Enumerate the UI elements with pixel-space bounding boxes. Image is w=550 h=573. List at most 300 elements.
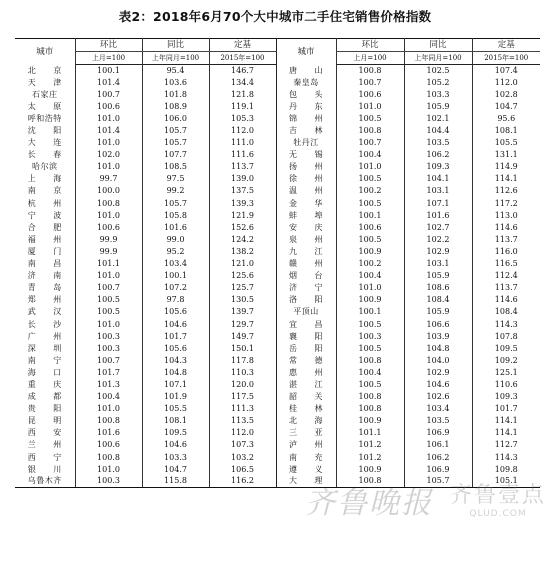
city-cell: 洛 阳 [276,294,336,306]
city-cell: 襄 阳 [276,331,336,343]
mom-cell: 100.5 [336,113,404,125]
yoy-cell: 103.1 [404,258,472,270]
mom-cell: 101.1 [336,427,404,439]
base-cell: 139.7 [209,306,276,318]
table-row [15,173,540,185]
base-cell: 111.3 [209,403,276,415]
yoy-cell: 107.7 [142,149,209,161]
yoy-cell: 104.3 [142,355,209,367]
yoy-cell: 99.2 [142,185,209,197]
table-row [15,210,540,222]
yoy-cell: 105.7 [142,137,209,149]
table-row [15,306,540,318]
mom-cell: 100.7 [336,77,404,89]
yoy-cell: 99.0 [142,234,209,246]
mom-cell: 100.5 [75,306,142,318]
city-cell: 南 京 [27,186,62,196]
city-cell: 乌鲁木齐 [15,476,75,488]
base-cell: 114.1 [472,415,540,427]
city-cell: 唐 山 [276,65,336,77]
mom-cell: 100.5 [336,343,404,355]
table-row [15,137,540,149]
table-row [15,452,540,464]
mom-cell: 101.0 [75,210,142,222]
yoy-cell: 102.5 [404,65,472,77]
mom-header: 环比 [75,39,142,52]
header-row [15,39,540,52]
yoy-cell: 105.7 [142,198,209,210]
yoy-cell: 105.7 [404,476,472,488]
base-cell: 112.0 [209,125,276,137]
base-cell: 103.2 [209,452,276,464]
table-row [15,125,540,137]
mom-cell: 100.8 [75,415,142,427]
yoy-cell: 102.9 [404,367,472,379]
city-cell: 西 宁 [27,452,62,462]
base-cell: 129.7 [209,318,276,330]
city-cell: 惠 州 [276,367,336,379]
base-cell: 102.8 [472,89,540,101]
yoy-cell: 101.8 [142,89,209,101]
city-cell: 成 都 [27,392,62,402]
base-cell: 116.5 [472,258,540,270]
base-cell: 113.7 [472,234,540,246]
table-row [15,222,540,234]
city-cell: 北 京 [27,65,62,75]
city-cell: 宜 昌 [276,318,336,330]
mom-cell: 100.8 [336,476,404,488]
city-cell: 扬 州 [276,161,336,173]
mom-cell: 100.8 [336,403,404,415]
table-row [15,367,540,379]
city-cell: 韶 关 [276,391,336,403]
yoy-cell: 106.6 [404,318,472,330]
mom-cell: 100.5 [336,379,404,391]
mom-cell: 101.7 [75,367,142,379]
yoy-cell: 106.2 [404,149,472,161]
city-cell: 长 沙 [27,319,62,329]
table-row [15,89,540,101]
base-cell: 112.6 [472,185,540,197]
yoy-cell: 106.1 [404,439,472,451]
yoy-cell: 105.7 [142,125,209,137]
base-cell: 114.3 [472,318,540,330]
yoy-cell: 102.6 [404,391,472,403]
city-cell: 泉 州 [276,234,336,246]
base-cell: 109.3 [472,391,540,403]
base-cell: 124.2 [209,234,276,246]
mom-cell: 100.4 [336,367,404,379]
base-cell: 104.7 [472,101,540,113]
city-cell: 九 江 [276,246,336,258]
table-row [15,77,540,89]
base-cell: 116.0 [472,246,540,258]
table-row [15,331,540,343]
base-cell: 95.6 [472,113,540,125]
yoy-cell: 108.4 [404,294,472,306]
base-cell: 152.6 [209,222,276,234]
yoy-cell: 108.5 [142,161,209,173]
city-cell: 杭 州 [27,198,62,208]
base-cell: 110.6 [472,379,540,391]
base-cell: 112.0 [472,77,540,89]
city-cell: 赣 州 [276,258,336,270]
mom-cell: 100.6 [336,222,404,234]
base-cell: 105.3 [209,113,276,125]
base-cell: 130.5 [209,294,276,306]
city-cell: 石家庄 [32,89,58,99]
mom-cell: 101.2 [336,452,404,464]
table-row [15,161,540,173]
yoy-cell: 108.9 [142,101,209,113]
city-cell: 济 宁 [276,282,336,294]
city-cell: 无 锡 [276,149,336,161]
yoy-cell: 97.8 [142,294,209,306]
yoy-cell: 106.9 [404,427,472,439]
yoy-cell: 105.5 [142,403,209,415]
city-cell: 秦皇岛 [276,77,336,89]
base-cell: 119.1 [209,101,276,113]
mom-cell: 100.5 [336,234,404,246]
table-row [15,343,540,355]
yoy-cell: 109.5 [142,427,209,439]
base-cell: 112.4 [472,270,540,282]
mom-cell: 101.4 [75,125,142,137]
mom-cell: 101.0 [336,282,404,294]
base-cell: 113.0 [472,210,540,222]
base-subheader: 2015年=100 [472,52,540,65]
yoy-cell: 103.4 [142,258,209,270]
table-row [15,65,540,77]
yoy-cell: 104.8 [142,367,209,379]
city-cell: 南 宁 [27,355,62,365]
city-cell: 深 圳 [27,343,62,353]
yoy-cell: 104.8 [404,343,472,355]
yoy-cell: 107.1 [142,379,209,391]
city-header: 城市 [36,46,54,57]
yoy-subheader: 上年同月=100 [404,52,472,65]
base-cell: 112.7 [472,439,540,451]
table-row [15,234,540,246]
base-cell: 120.0 [209,379,276,391]
yoy-cell: 105.2 [404,77,472,89]
city-cell: 温 州 [276,185,336,197]
mom-cell: 102.0 [75,149,142,161]
mom-cell: 100.9 [336,415,404,427]
base-cell: 111.6 [209,149,276,161]
mom-cell: 101.3 [75,379,142,391]
mom-cell: 100.3 [75,331,142,343]
city-cell: 天 津 [27,77,62,87]
mom-cell: 100.6 [75,439,142,451]
yoy-cell: 102.2 [404,234,472,246]
table-row [15,391,540,403]
yoy-cell: 103.3 [142,452,209,464]
mom-cell: 100.4 [75,391,142,403]
yoy-cell: 104.0 [404,355,472,367]
mom-cell: 100.7 [336,137,404,149]
mom-cell: 101.0 [75,403,142,415]
yoy-cell: 95.2 [142,246,209,258]
city-cell: 安 庆 [276,222,336,234]
base-cell: 114.9 [472,161,540,173]
city-cell: 桂 林 [276,403,336,415]
watermark-logo-sub: QLUD.COM [469,509,527,519]
yoy-cell: 106.2 [404,452,472,464]
price-index-table [15,38,540,488]
yoy-cell: 101.9 [142,391,209,403]
base-cell: 114.6 [472,294,540,306]
yoy-cell: 101.6 [404,210,472,222]
city-header: 城市 [276,39,336,65]
mom-cell: 101.1 [75,258,142,270]
yoy-cell: 105.6 [142,343,209,355]
mom-header: 环比 [336,39,404,52]
yoy-cell: 102.1 [404,113,472,125]
mom-cell: 101.0 [75,137,142,149]
base-cell: 101.7 [472,403,540,415]
city-cell: 泸 州 [276,439,336,451]
mom-cell: 100.7 [75,89,142,101]
city-cell: 常 德 [276,355,336,367]
city-cell: 呼和浩特 [27,113,62,123]
mom-cell: 100.8 [336,65,404,77]
city-cell: 北 海 [276,415,336,427]
base-cell: 110.3 [209,367,276,379]
mom-cell: 101.0 [75,161,142,173]
table-row [15,379,540,391]
yoy-cell: 108.6 [404,282,472,294]
city-cell: 太 原 [27,101,62,111]
mom-cell: 100.9 [336,294,404,306]
base-cell: 113.7 [472,282,540,294]
city-cell: 长 春 [27,150,62,160]
base-cell: 139.0 [209,173,276,185]
base-cell: 137.5 [209,185,276,197]
yoy-cell: 103.5 [404,415,472,427]
city-cell: 南 充 [276,452,336,464]
yoy-cell: 105.8 [142,210,209,222]
base-cell: 131.1 [472,149,540,161]
base-cell: 114.3 [472,452,540,464]
base-cell: 107.3 [209,439,276,451]
base-cell: 138.2 [209,246,276,258]
city-cell: 三 亚 [276,427,336,439]
table-row [15,427,540,439]
yoy-cell: 105.9 [404,306,472,318]
table-row [15,282,540,294]
yoy-cell: 102.9 [404,246,472,258]
city-cell: 大 连 [27,138,62,148]
base-cell: 113.7 [209,161,276,173]
city-cell: 包 头 [276,89,336,101]
mom-cell: 101.0 [75,113,142,125]
yoy-cell: 104.7 [142,464,209,476]
base-cell: 121.0 [209,258,276,270]
yoy-cell: 107.1 [404,198,472,210]
yoy-cell: 104.6 [142,439,209,451]
watermark-logo [450,478,546,519]
base-cell: 125.1 [472,367,540,379]
city-cell: 武 汉 [27,307,62,317]
city-cell: 金 华 [276,198,336,210]
base-cell: 111.0 [209,137,276,149]
base-subheader: 2015年=100 [209,52,276,65]
yoy-cell: 106.9 [404,464,472,476]
yoy-cell: 109.3 [404,161,472,173]
city-cell: 丹 东 [276,101,336,113]
mom-cell: 100.8 [336,355,404,367]
table-row [15,294,540,306]
yoy-cell: 104.6 [404,379,472,391]
yoy-cell: 103.3 [404,89,472,101]
yoy-cell: 97.5 [142,173,209,185]
base-cell: 113.5 [209,415,276,427]
yoy-cell: 103.4 [404,403,472,415]
mom-cell: 100.8 [75,452,142,464]
yoy-cell: 103.1 [404,185,472,197]
table-row [15,464,540,476]
table-row [15,246,540,258]
yoy-cell: 103.5 [404,137,472,149]
table-row [15,270,540,282]
mom-cell: 100.1 [336,306,404,318]
table-row [15,318,540,330]
mom-cell: 100.3 [336,331,404,343]
watermark-logo-text: 齐鲁壹点 [450,483,547,508]
yoy-cell: 105.6 [142,306,209,318]
mom-cell: 99.9 [75,246,142,258]
mom-cell: 100.7 [75,355,142,367]
base-cell: 125.7 [209,282,276,294]
mom-cell: 99.9 [75,234,142,246]
yoy-cell: 104.4 [404,125,472,137]
base-cell: 105.1 [472,476,540,488]
yoy-cell: 104.6 [142,318,209,330]
city-cell: 海 口 [27,367,62,377]
table-row [15,185,540,197]
base-cell: 117.5 [209,391,276,403]
base-cell: 117.8 [209,355,276,367]
base-cell: 121.8 [209,89,276,101]
city-cell: 吉 林 [276,125,336,137]
mom-cell: 100.9 [336,246,404,258]
table-body [15,65,540,488]
city-cell: 重 庆 [27,379,62,389]
table-row [15,198,540,210]
base-cell: 114.1 [472,427,540,439]
mom-cell: 100.2 [336,185,404,197]
table-row [15,149,540,161]
yoy-cell: 95.4 [142,65,209,77]
city-cell: 蚌 埠 [276,210,336,222]
base-cell: 139.3 [209,198,276,210]
city-cell: 贵 阳 [27,404,62,414]
table-row [15,355,540,367]
city-cell: 湛 江 [276,379,336,391]
base-cell: 116.2 [209,476,276,488]
yoy-header: 同比 [404,39,472,52]
mom-cell: 100.7 [75,282,142,294]
city-cell: 南 昌 [27,259,62,269]
base-cell: 108.1 [472,125,540,137]
city-cell: 沈 阳 [27,126,62,136]
city-cell: 昆 明 [27,416,62,426]
mom-cell: 101.0 [75,270,142,282]
mom-cell: 100.6 [336,89,404,101]
city-cell: 厦 门 [27,246,62,256]
city-cell: 银 川 [27,464,62,474]
base-cell: 108.4 [472,306,540,318]
city-cell: 锦 州 [276,113,336,125]
city-cell: 岳 阳 [276,343,336,355]
mom-cell: 100.5 [75,294,142,306]
yoy-cell: 104.1 [404,173,472,185]
yoy-subheader: 上年同月=100 [142,52,209,65]
mom-cell: 101.2 [336,439,404,451]
city-cell: 济 南 [27,271,62,281]
base-cell: 107.4 [472,65,540,77]
base-cell: 117.2 [472,198,540,210]
yoy-cell: 103.6 [142,77,209,89]
yoy-cell: 107.2 [142,282,209,294]
mom-cell: 101.0 [75,464,142,476]
yoy-cell: 105.9 [404,270,472,282]
city-cell: 西 安 [27,428,62,438]
mom-cell: 100.4 [336,270,404,282]
table-row [15,113,540,125]
yoy-cell: 103.9 [404,331,472,343]
mom-cell: 100.2 [336,258,404,270]
city-cell: 平顶山 [276,306,336,318]
watermark-text: 齐鲁晚报 [305,486,433,521]
table-row [15,439,540,451]
mom-cell: 100.3 [75,343,142,355]
mom-cell: 100.1 [75,65,142,77]
base-cell: 146.7 [209,65,276,77]
mom-cell: 99.7 [75,173,142,185]
city-cell: 广 州 [27,331,62,341]
city-cell: 烟 台 [276,270,336,282]
base-cell: 109.2 [472,355,540,367]
yoy-cell: 101.6 [142,222,209,234]
base-cell: 107.8 [472,331,540,343]
yoy-cell: 106.0 [142,113,209,125]
city-cell: 郑 州 [27,295,62,305]
base-cell: 105.5 [472,137,540,149]
mom-subheader: 上月=100 [75,52,142,65]
mom-cell: 100.4 [336,149,404,161]
mom-cell: 100.5 [336,198,404,210]
base-cell: 106.5 [209,464,276,476]
city-cell: 青 岛 [27,283,62,293]
mom-cell: 100.5 [336,173,404,185]
yoy-cell: 102.7 [404,222,472,234]
mom-cell: 100.6 [75,222,142,234]
city-cell: 兰 州 [27,440,62,450]
mom-cell: 101.6 [75,427,142,439]
yoy-cell: 115.8 [142,476,209,488]
city-cell: 哈尔滨 [32,162,58,172]
mom-cell: 100.0 [75,185,142,197]
base-cell: 121.9 [209,210,276,222]
base-cell: 109.8 [472,464,540,476]
mom-cell: 100.6 [75,101,142,113]
mom-cell: 101.0 [75,318,142,330]
base-header: 定基 [209,39,276,52]
base-cell: 149.7 [209,331,276,343]
base-cell: 112.0 [209,427,276,439]
